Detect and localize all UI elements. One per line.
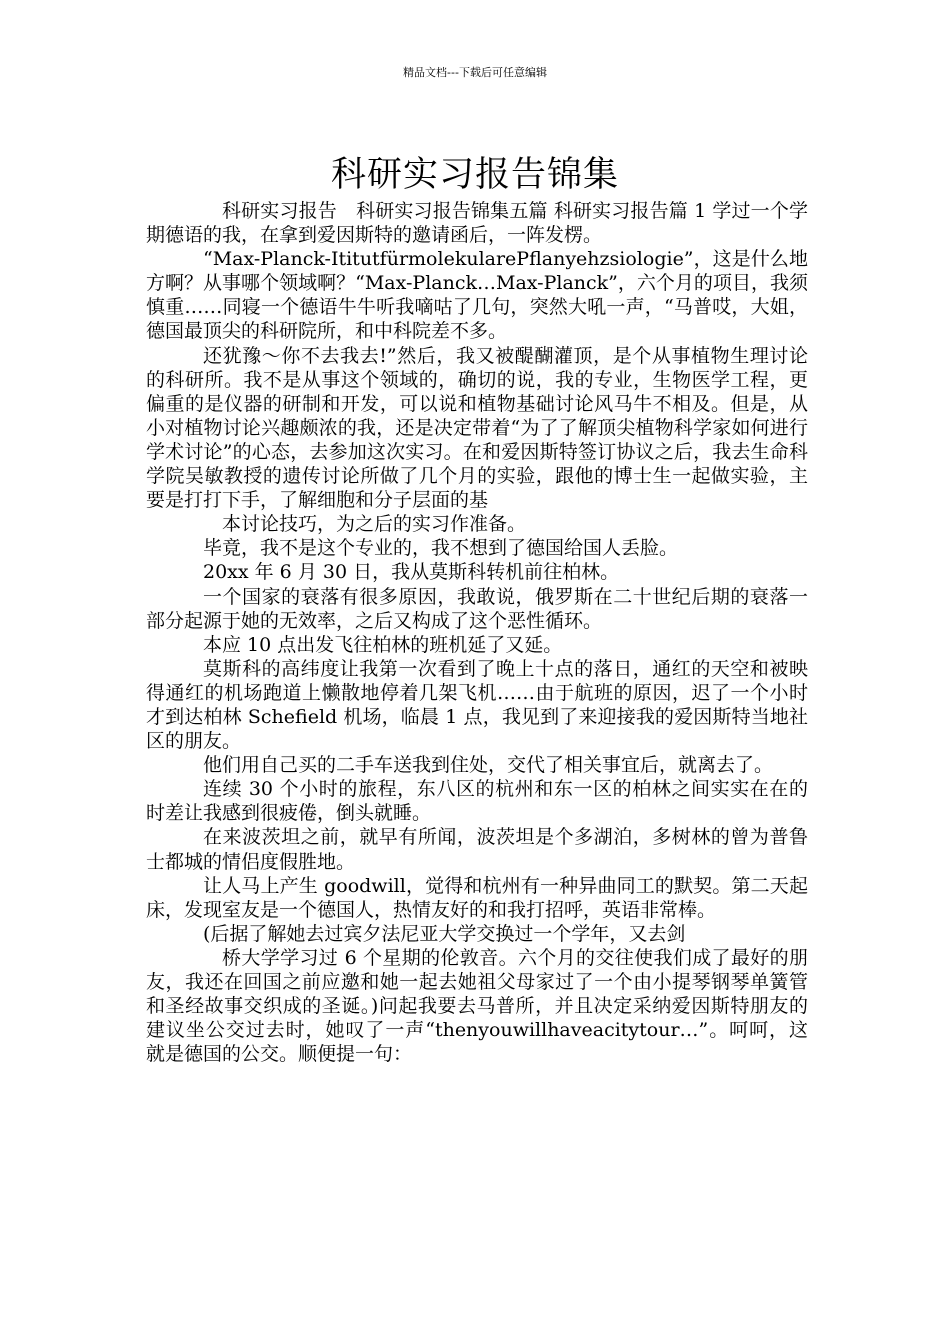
paragraph: 本应 10 点出发飞往柏林的班机延了又延。 xyxy=(203,633,563,656)
document-title: 科研实习报告锦集 xyxy=(330,155,619,196)
paragraph: (后据了解她去过宾夕法尼亚大学交换过一个学年，又去剑 xyxy=(203,922,686,945)
paragraph: 20xx 年 6 月 30 日，我从莫斯科转机前往柏林。 xyxy=(203,561,620,584)
document-body xyxy=(146,199,808,1066)
paragraph: 连续 30 个小时的旅程，东八区的杭州和东一区的柏林之间实实在在的时差让我感到很疲倦，倒头就睡。 xyxy=(146,778,808,825)
paragraph: 本讨论技巧，为之后的实习作准备。 xyxy=(222,513,527,536)
paragraph: 桥大学学习过 6 个星期的伦敦音。六个月的交往使我们成了最好的朋友，我还在回国之前应邀和她一起去她祖父母家过了一个由小提琴钢琴单簧管和圣经故事交织成的圣诞。)问起我要去马普所，并且决定采纳爱因斯特朋友的建议坐公交过去时，她叹了一声“thenyouwillhaveacitytour…”。呵呵，这就是德国的公交。顺便提一句： xyxy=(146,946,808,1066)
paragraph: 毕竟，我不是这个专业的，我不想到了德国给国人丢脸。 xyxy=(203,537,679,560)
paragraph: 他们用自己买的二手车送我到住处，交代了相关事宜后，就离去了。 xyxy=(203,754,774,777)
paragraph: 一个国家的衰落有很多原因，我敢说，俄罗斯在二十世纪后期的衰落一部分起源于她的无效率，之后又构成了这个恶性循环。 xyxy=(146,585,808,632)
paragraph: 还犹豫～你不去我去!”然后，我又被醍醐灌顶，是个从事植物生理讨论的科研所。我不是从事这个领域的，确切的说，我的专业，生物医学工程，更偏重的是仪器的研制和开发，可以说和植物基础讨论风马牛不相及。但是，从小对植物讨论兴趣颇浓的我，还是决定带着“为了了解顶尖植物科学家如何进行学术讨论”的心态，去参加这次实习。在和爱因斯特签订协议之后，我去生命科学院吴敏教授的遗传讨论所做了几个月的实验，跟他的博士生一起做实验，主要是打打下手，了解细胞和分子层面的基 xyxy=(146,344,808,512)
paragraph: 莫斯科的高纬度让我第一次看到了晚上十点的落日，通红的天空和被映得通红的机场跑道上懒散地停着几架飞机……由于航班的原因，迟了一个小时才到达柏林 Schefield 机场，临晨 1 点，我见到了来迎接我的爱因斯特当地社区的朋友。 xyxy=(146,657,808,753)
paragraph: 让人马上产生 goodwill，觉得和杭州有一种异曲同工的默契。第二天起床，发现室友是一个德国人，热情友好的和我打招呼，英语非常棒。 xyxy=(146,874,808,921)
paragraph: 科研实习报告 科研实习报告锦集五篇 科研实习报告篇 1 学过一个学期德语的我，在拿到爱因斯特的邀请函后，一阵发楞。 xyxy=(146,200,808,247)
paragraph: 在来波茨坦之前，就早有所闻，波茨坦是个多湖泊，多树林的曾为普鲁士都城的情侣度假胜地。 xyxy=(146,826,808,873)
page-header: 精品文档---下载后可任意编辑 xyxy=(403,66,547,79)
paragraph: “Max-Planck-ItitutfürmolekularePflanyehzsiologie”，这是什么地方啊？从事哪个领域啊？“Max-Planck…Max-Planck”，六个月的项目，我须慎重……同寝一个德语牛牛听我嘀咕了几句，突然大吼一声，“马普哎，大姐，德国最顶尖的科研院所，和中科院差不多。 xyxy=(146,248,808,343)
